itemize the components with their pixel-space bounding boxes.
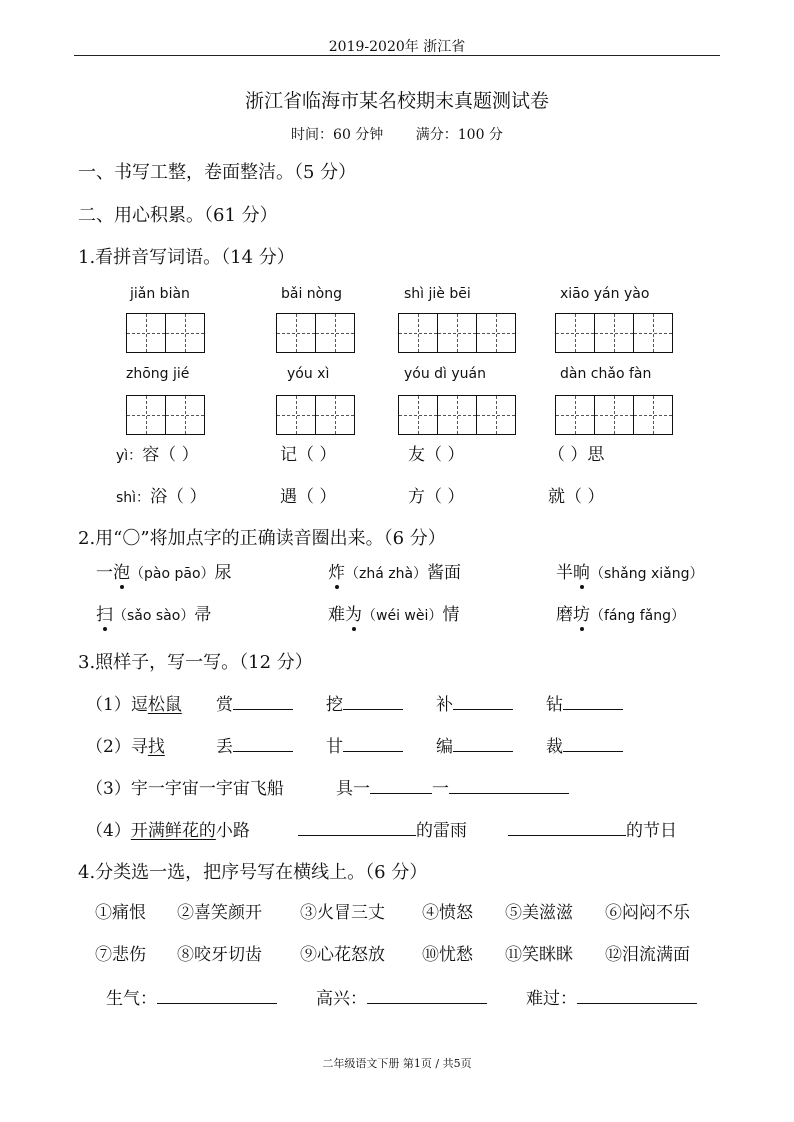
reading-options[interactable]: （wéi wèi） xyxy=(362,608,443,624)
writing-grid[interactable] xyxy=(555,313,673,353)
q3-title: 3.照样子，写一写。（12 分） xyxy=(78,652,313,673)
homophone-item[interactable]: （ ）思 xyxy=(548,445,605,465)
word-option: ②喜笑颜开 xyxy=(177,903,262,923)
homophone-item[interactable]: 就（ ） xyxy=(548,487,605,507)
category-happy: 高兴： xyxy=(316,984,487,1009)
q4-title: 4.分类选一选，把序号写在横线上。（6 分） xyxy=(78,862,428,883)
fill-item: 具一 一 xyxy=(336,774,569,799)
shi-label: shì： xyxy=(116,490,151,506)
fill-item: 补 xyxy=(436,690,513,715)
q2-title: 2.用“〇”将加点字的正确读音圈出来。（6 分） xyxy=(78,528,446,549)
example-line-1: （1）逗松鼠 xyxy=(86,695,182,715)
reading-options[interactable]: （pào pāo） xyxy=(130,566,215,582)
page-footer: 二年级语文下册 第1页 / 共5页 xyxy=(322,1057,472,1070)
word-option: ⑪笑眯眯 xyxy=(505,945,573,965)
reading-options[interactable]: （fáng fǎng） xyxy=(590,608,685,624)
writing-grid[interactable] xyxy=(398,395,516,435)
yi-label: yì： xyxy=(116,448,143,464)
pinyin-label: yóu dì yuán xyxy=(404,366,487,382)
answer-blank[interactable] xyxy=(233,737,293,752)
writing-grid[interactable] xyxy=(555,395,673,435)
reading-options[interactable]: （shǎng xiǎng） xyxy=(590,566,704,582)
shi-row xyxy=(116,482,206,507)
homophone-item[interactable]: 记（ ） xyxy=(280,445,337,465)
answer-blank[interactable] xyxy=(563,737,623,752)
word-option: ⑫泪流满面 xyxy=(605,945,690,965)
dotted-char: 炸 xyxy=(328,558,345,583)
word-option: ⑤美滋滋 xyxy=(505,903,573,923)
reading-item[interactable]: 半晌（shǎng xiǎng） xyxy=(556,558,703,583)
q1-title: 1.看拼音写词语。（14 分） xyxy=(78,247,295,268)
reading-item[interactable]: 磨坊（fáng fǎng） xyxy=(556,600,685,625)
word-option: ③火冒三丈 xyxy=(300,903,385,923)
fill-item: 的节日 xyxy=(508,816,677,841)
fill-item: 甘 xyxy=(326,732,403,757)
dotted-char: 为 xyxy=(345,600,362,625)
full-score: 满分：100 分 xyxy=(415,127,503,143)
yi-row xyxy=(116,440,199,465)
fill-item: 丢 xyxy=(216,732,293,757)
dotted-char: 泡 xyxy=(113,558,130,583)
example-line-3: （3）宇一宇宙一宇宙飞船 xyxy=(86,779,284,799)
category-sad: 难过： xyxy=(526,984,697,1009)
pinyin-label: dàn chǎo fàn xyxy=(560,366,652,382)
reading-item[interactable]: 难为（wéi wèi）情 xyxy=(328,600,459,625)
exam-meta xyxy=(0,124,794,144)
answer-blank[interactable] xyxy=(343,737,403,752)
time-limit: 时间：60 分钟 xyxy=(291,127,384,143)
exam-title: 浙江省临海市某名校期末真题测试卷 xyxy=(244,90,549,112)
word-option: ①痛恨 xyxy=(95,903,146,923)
answer-blank[interactable] xyxy=(157,989,277,1004)
answer-blank[interactable] xyxy=(449,779,569,794)
writing-grid[interactable] xyxy=(126,313,205,353)
pinyin-label: zhōng jié xyxy=(126,366,190,382)
fill-item: 赏 xyxy=(216,690,293,715)
section-2-heading: 二、用心积累。（61 分） xyxy=(78,205,278,226)
word-option: ⑧咬牙切齿 xyxy=(177,945,262,965)
writing-grid[interactable] xyxy=(276,313,355,353)
example-line-2: （2）寻找 xyxy=(86,737,165,757)
answer-blank[interactable] xyxy=(453,737,513,752)
answer-blank[interactable] xyxy=(233,695,293,710)
reading-options[interactable]: （sǎo sào） xyxy=(113,608,195,624)
reading-item[interactable]: 扫（sǎo sào）帚 xyxy=(96,600,211,625)
answer-blank[interactable] xyxy=(563,695,623,710)
word-option: ④愤怒 xyxy=(422,903,473,923)
page-header: 2019-2020年 浙江省 xyxy=(328,39,466,55)
fill-item: 编 xyxy=(436,732,513,757)
fill-item: 的雷雨 xyxy=(298,816,467,841)
pinyin-label: yóu xì xyxy=(287,366,330,382)
answer-blank[interactable] xyxy=(367,989,487,1004)
answer-blank[interactable] xyxy=(577,989,697,1004)
writing-grid[interactable] xyxy=(276,395,355,435)
dotted-char: 晌 xyxy=(573,558,590,583)
homophone-item[interactable]: 容（ ） xyxy=(142,445,199,465)
fill-item: 挖 xyxy=(326,690,403,715)
writing-grid[interactable] xyxy=(398,313,516,353)
dotted-char: 扫 xyxy=(96,600,113,625)
section-1-heading: 一、书写工整，卷面整洁。（5 分） xyxy=(78,162,357,183)
answer-blank[interactable] xyxy=(453,695,513,710)
answer-blank[interactable] xyxy=(343,695,403,710)
homophone-item[interactable]: 友（ ） xyxy=(408,445,465,465)
pinyin-label: xiāo yán yào xyxy=(560,286,650,302)
homophone-item[interactable]: 浴（ ） xyxy=(150,487,207,507)
writing-grid[interactable] xyxy=(126,395,205,435)
answer-blank[interactable] xyxy=(508,821,626,836)
reading-options[interactable]: （zhá zhà） xyxy=(345,566,428,582)
answer-blank[interactable] xyxy=(370,779,432,794)
word-option: ⑥闷闷不乐 xyxy=(605,903,690,923)
pinyin-label: bǎi nòng xyxy=(281,286,343,302)
reading-item[interactable]: 炸（zhá zhà）酱面 xyxy=(328,558,461,583)
answer-blank[interactable] xyxy=(298,821,416,836)
pinyin-label: shì jiè bēi xyxy=(404,286,471,302)
word-option: ⑩忧愁 xyxy=(422,945,473,965)
word-option: ⑨心花怒放 xyxy=(300,945,385,965)
homophone-item[interactable]: 方（ ） xyxy=(408,487,465,507)
fill-item: 裁 xyxy=(546,732,623,757)
word-option: ⑦悲伤 xyxy=(95,945,146,965)
category-anger: 生气： xyxy=(106,984,277,1009)
fill-item: 钻 xyxy=(546,690,623,715)
header-rule xyxy=(74,55,720,56)
pinyin-label: jiǎn biàn xyxy=(130,286,190,302)
homophone-item[interactable]: 遇（ ） xyxy=(280,487,337,507)
dotted-char: 坊 xyxy=(573,600,590,625)
reading-item[interactable]: 一泡（pào pāo）尿 xyxy=(96,558,232,583)
example-line-4: （4）开满鲜花的小路 xyxy=(86,821,250,841)
